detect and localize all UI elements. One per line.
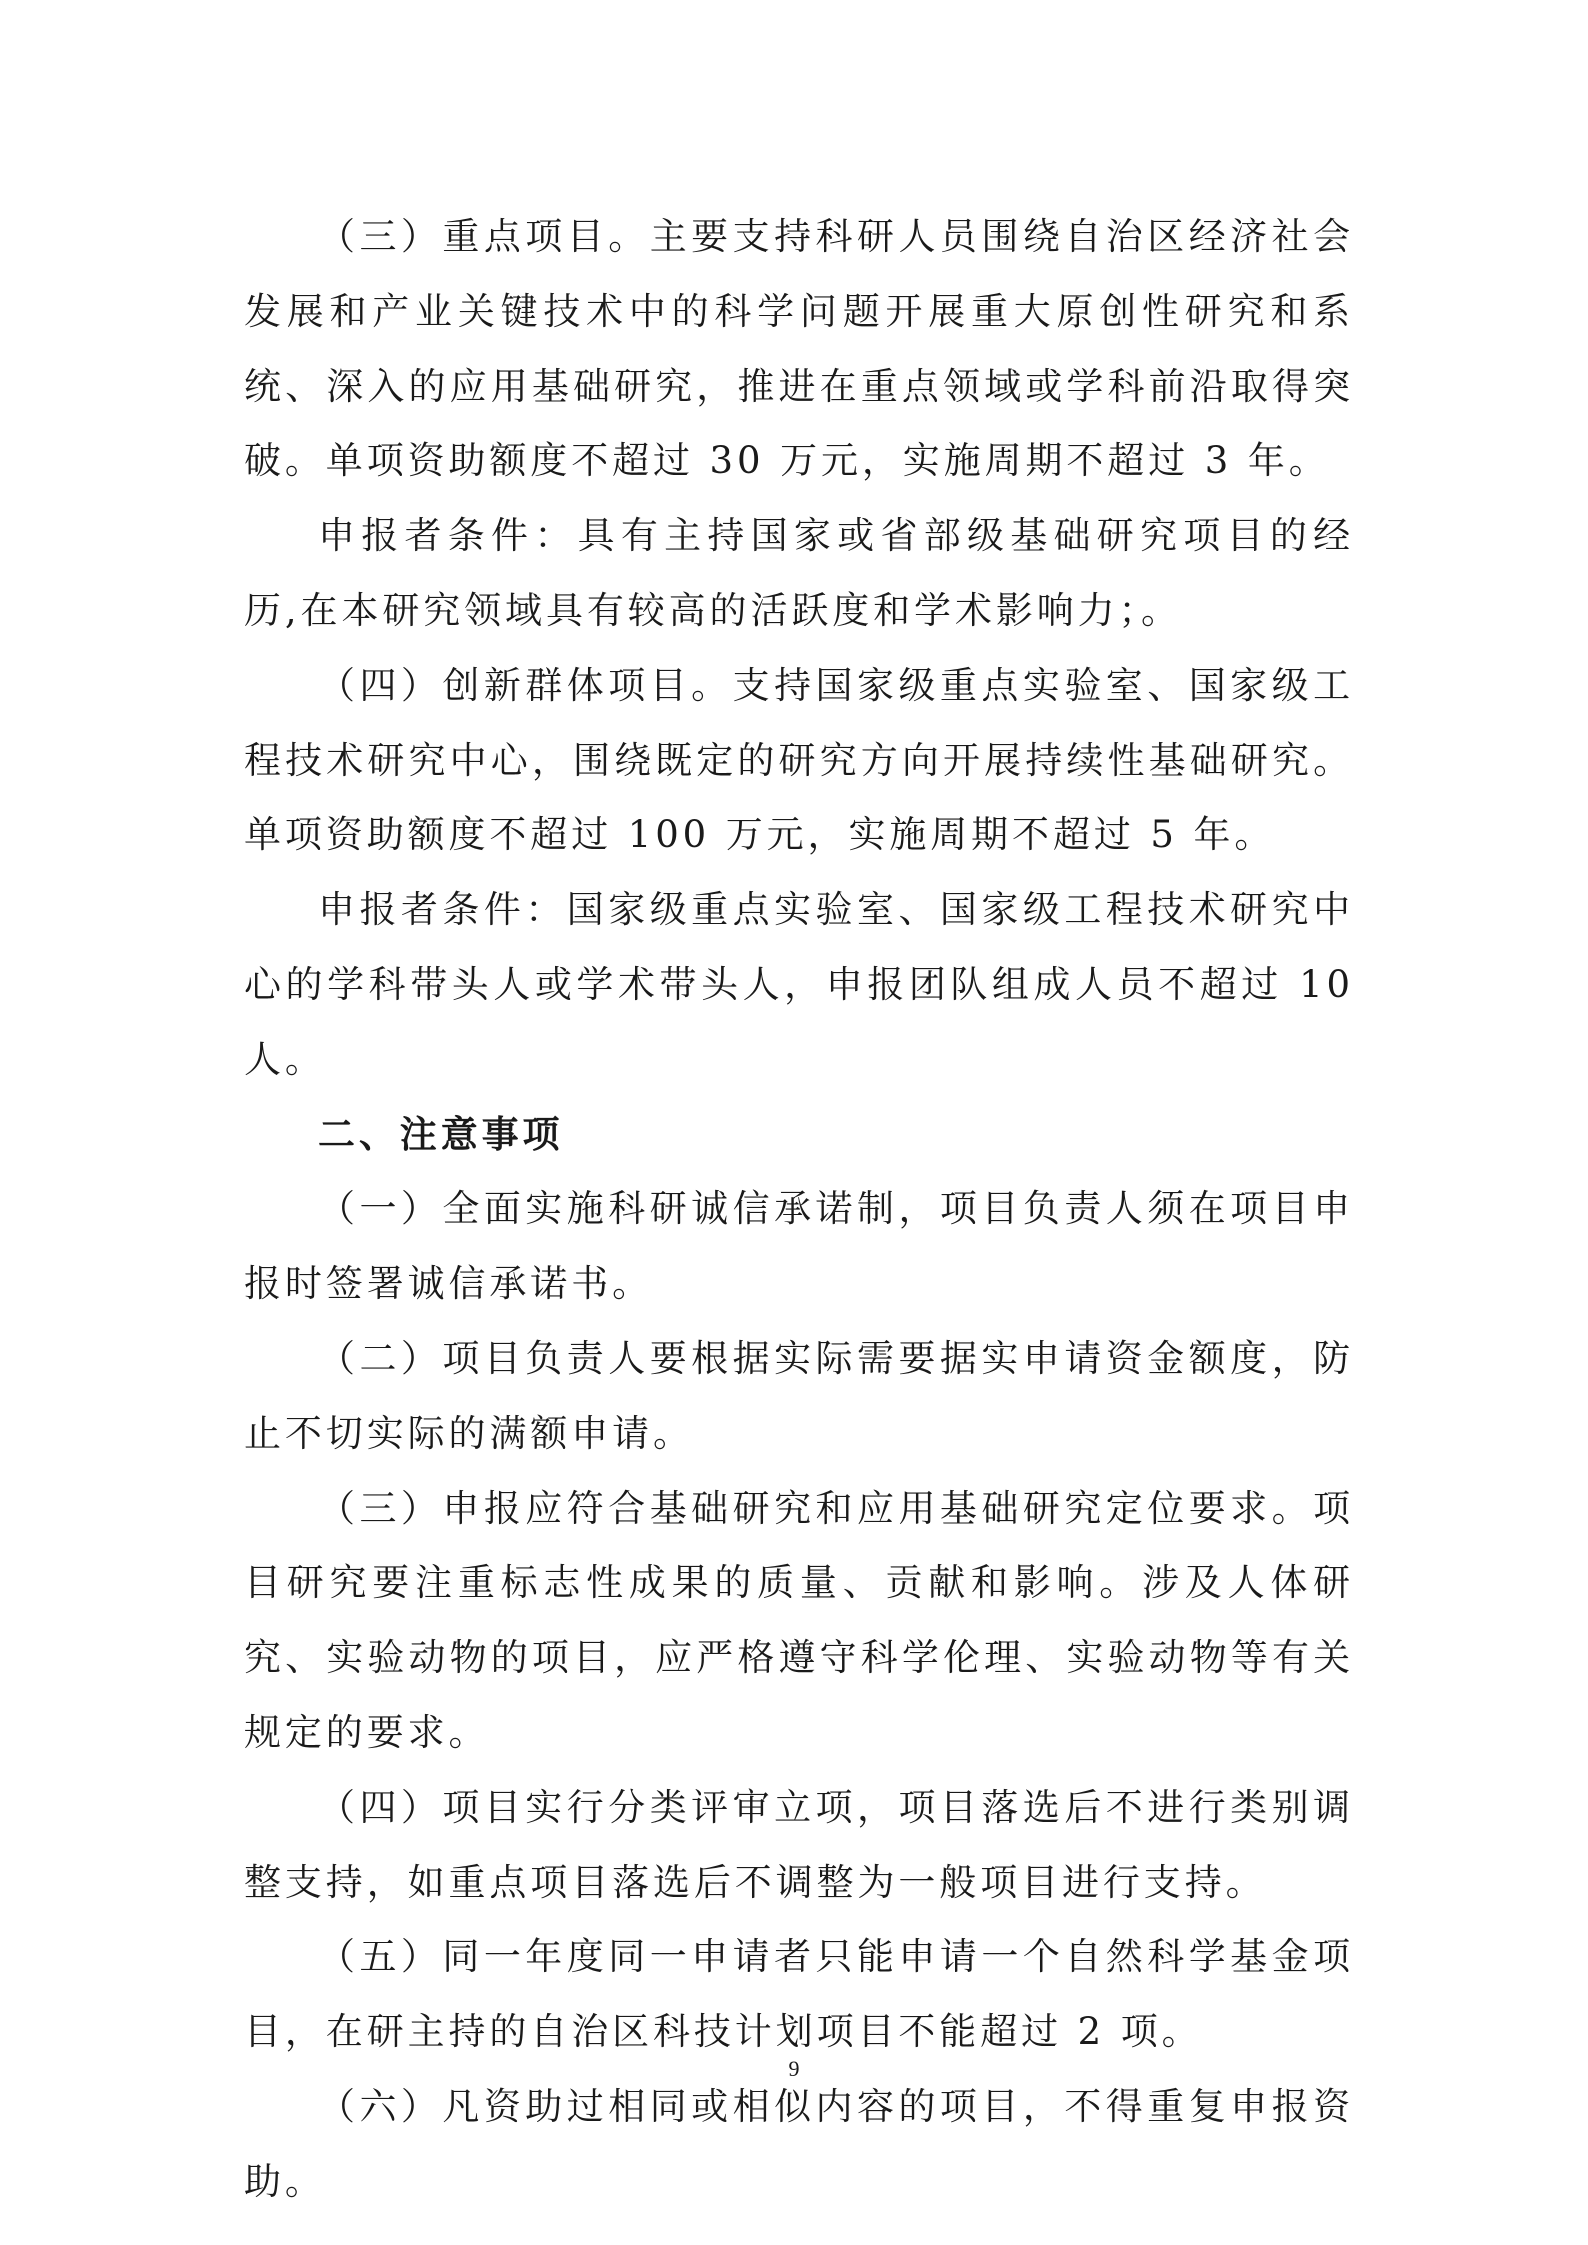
paragraph-note-5: （五）同一年度同一申请者只能申请一个自然科学基金项目，在研主持的自治区科技计划项目不能超过 2 项。 — [244, 1935, 1354, 2054]
paragraph-note-6: （六）凡资助过相同或相似内容的项目，不得重复申报资助。 — [244, 2084, 1354, 2203]
paragraph-key-projects-conditions: 申报者条件：具有主持国家或省部级基础研究项目的经历,在本研究领域具有较高的活跃度和学术影响力；。 — [244, 514, 1354, 632]
document-body — [244, 200, 1354, 2220]
paragraph-key-projects: （三）重点项目。主要支持科研人员围绕自治区经济社会发展和产业关键技术中的科学问题开展重大原创性研究和系统、深入的应用基础研究，推进在重点领域或学科前沿取得突破。单项资助额度不超过 30 万元，实施周期不超过 3 年。 — [244, 215, 1354, 483]
paragraph-innovation-groups: （四）创新群体项目。支持国家级重点实验室、国家级工程技术研究中心，围绕既定的研究方向开展持续性基础研究。单项资助额度不超过 100 万元，实施周期不超过 5 年。 — [244, 663, 1354, 857]
paragraph-note-1: （一）全面实施科研诚信承诺制，项目负责人须在项目申报时签署诚信承诺书。 — [244, 1187, 1354, 1306]
page-number: 9 — [788, 2056, 800, 2081]
paragraph-note-2: （二）项目负责人要根据实际需要据实申请资金额度，防止不切实际的满额申请。 — [244, 1336, 1354, 1455]
paragraph-note-3: （三）申报应符合基础研究和应用基础研究定位要求。项目研究要注重标志性成果的质量、贡献和影响。涉及人体研究、实验动物的项目，应严格遵守科学伦理、实验动物等有关规定的要求。 — [244, 1486, 1354, 1754]
section-heading-notes: 二、注意事项 — [318, 1112, 564, 1156]
paragraph-innovation-groups-conditions: 申报者条件：国家级重点实验室、国家级工程技术研究中心的学科带头人或学术带头人，申报团队组成人员不超过 10 人。 — [244, 888, 1354, 1081]
paragraph-note-4: （四）项目实行分类评审立项，项目落选后不进行类别调整支持，如重点项目落选后不调整为一般项目进行支持。 — [244, 1785, 1354, 1904]
